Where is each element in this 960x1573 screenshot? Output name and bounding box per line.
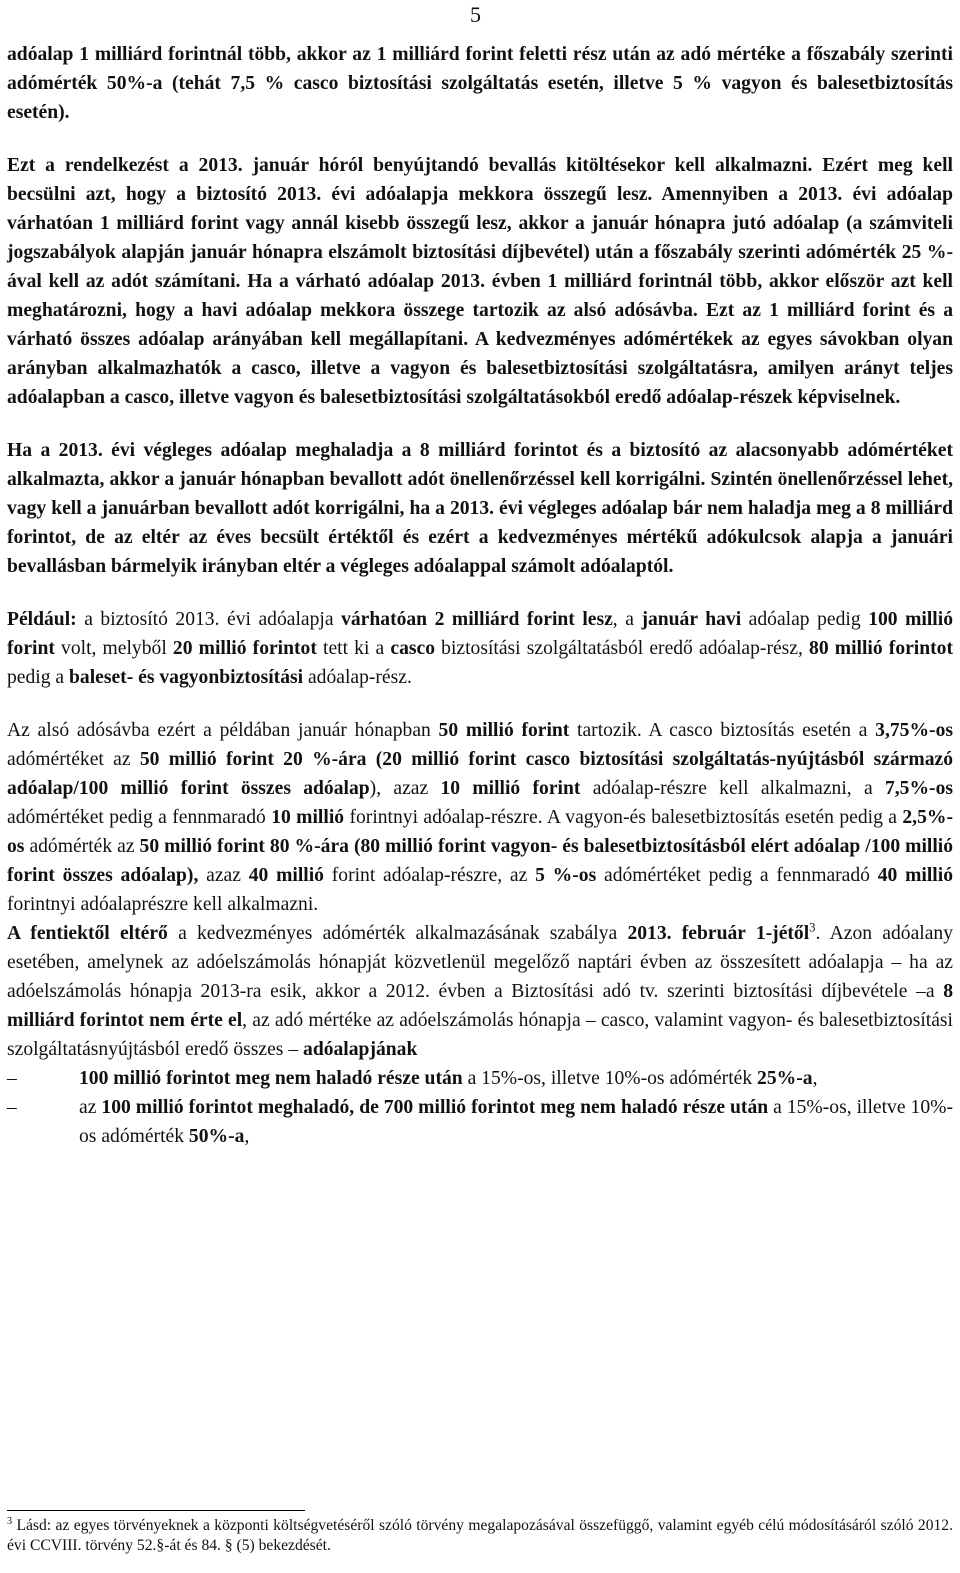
bold-run: várhatóan 2 milliárd forint lesz — [341, 609, 613, 630]
bold-run: január havi — [641, 609, 742, 630]
text-run: , — [812, 1068, 818, 1089]
dash-bullet: – — [7, 1097, 17, 1118]
text-run: forintnyi adóalap-részre. A vagyon-és balesetbiztosítás esetén pedig a — [344, 807, 903, 828]
page-number: 5 — [470, 2, 481, 27]
footnote-number: 3 — [7, 1515, 13, 1527]
footnote-separator — [7, 1510, 305, 1511]
footnote — [7, 1516, 953, 1556]
text-run: adóalap pedig — [741, 609, 869, 630]
example-label: Például: — [7, 609, 77, 630]
text-run: adómérték az — [24, 836, 140, 857]
paragraph-2 — [7, 151, 953, 412]
text-run: . Azon adóalany esetében, amelynek az adóelszámolás hónapját közvetlenül megelőző naptári évben az összesített adóalapja – ha az adóelszámolás hónapja 2013-ra esik, akkor a 2012. évben a Biztosítási adó tv. szerinti biztosítási díjbevétele –a — [7, 923, 953, 1002]
bold-run: 7,5%-os — [884, 778, 954, 799]
footnote-reference: 3 — [809, 920, 816, 935]
footnote-text: Lásd: az egyes törvényeknek a központi költségvetéséről szóló törvény megalapozásával összefüggő, valamint egyéb célú módosításáról szóló 2012. évi CCVIII. törvény 52.§-át és 84. § (5) bekezdését. — [7, 1517, 953, 1554]
text-run: , — [244, 1126, 250, 1147]
text-run: adómértéket pedig a fennmaradó — [596, 865, 878, 886]
list-item — [7, 1064, 953, 1093]
bold-run: adóalapjának — [303, 1039, 418, 1060]
bold-run: 5 %-os — [535, 865, 597, 886]
text-run: adóalap-rész. — [303, 667, 412, 688]
paragraph-3-text: Ha a 2013. évi végleges adóalap meghaladja a 8 milliárd forintot és a biztosító az alacsonyabb adómértéket alkalmazta, akkor a január hónapban bevallott adót önellenőrzéssel kell korrigálni. Szintén önellenőrzéssel lehet, vagy kell a januárban bevallott adót korrigálni, ha a 2013. évi végleges adóalap bár nem haladja meg a 8 milliárd forintot, de az eltér az éves becsült értéktől és ezért a kedvezményes mértékű adókulcsok alapja a januári bevallásban bármelyik irányban eltér a végleges adóalappal számolt adóalaptól. — [7, 440, 953, 577]
bold-run: 8 milliárd forintot nem érte el — [7, 981, 953, 1031]
rate-list — [7, 1064, 953, 1151]
text-run: tett ki a — [316, 638, 391, 659]
text-run: a biztosító 2013. évi adóalapja — [76, 609, 342, 630]
bold-run: 25%-a — [757, 1068, 813, 1089]
text-run: Az alsó adósávba ezért a példában január hónapban — [7, 720, 439, 741]
paragraph-1-text: adóalap 1 milliárd forintnál több, akkor az 1 milliárd forint feletti rész után az adó mértéke a főszabály szerinti adómérték 50%-a (tehát 7,5 % casco biztosítási szolgáltatás esetén, illetve 5 % vagyon és balesetbiztosítás esetén). — [7, 44, 953, 123]
text-run: adómértéket pedig a fennmaradó — [7, 807, 272, 828]
bold-run: 80 millió forintot — [809, 638, 953, 659]
text-run: adómértéket az — [7, 749, 140, 770]
text-run: , a — [612, 609, 642, 630]
bold-run: baleset- és vagyonbiztosítási — [69, 667, 304, 688]
bold-run: 40 millió — [248, 865, 324, 886]
bold-run: 10 millió — [271, 807, 345, 828]
bold-run: 50 millió forint 20 %-ára (20 millió forint casco biztosítási szolgáltatás-nyújtásból származó adóalap/100 millió forint összes adóalap — [7, 749, 954, 799]
bold-run: 2013. február 1-jétől — [627, 923, 810, 944]
bold-run: 100 millió forintot meghaladó, de 700 millió forintot meg nem haladó része után — [101, 1097, 769, 1118]
text-run: a 15%-os, illetve 10%-os adómérték — [79, 1097, 953, 1147]
text-run: volt, melyből — [54, 638, 173, 659]
text-run: a 15%-os, illetve 10%-os adómérték — [462, 1068, 758, 1089]
bold-run: 3,75%-os — [875, 720, 953, 741]
bold-run: 40 millió — [877, 865, 953, 886]
bold-run: 2,5%-os — [7, 807, 953, 857]
document-body — [7, 40, 953, 1151]
bold-run: 10 millió forint — [440, 778, 581, 799]
text-run: tartozik. A casco biztosítás esetén a — [569, 720, 876, 741]
text-run: adóalap-részre kell alkalmazni, a — [580, 778, 885, 799]
paragraph-6 — [7, 919, 953, 1064]
bold-run: 100 millió forintot meg nem haladó része után — [79, 1068, 463, 1089]
text-run: forint adóalap-részre, az — [323, 865, 536, 886]
paragraph-2-text: Ezt a rendelkezést a 2013. január hóról benyújtandó bevallás kitöltésekor kell alkalmazni. Ezért meg kell becsülni azt, hogy a biztosító 2013. évi adóalapja mekkora összegű lesz. Amennyiben a 2013. évi adóalap várhatóan 1 milliárd forint vagy annál kisebb összegű lesz, akkor a január hónapra jutó adóalap (a számviteli jogszabályok alapján január hónapra elszámolt biztosítási díjbevétel) után a főszabály szerinti adómérték 25 %-ával kell az adót számítani. Ha a várható adóalap 2013. évben 1 milliárd forintnál több, akkor először azt kell meghatározni, hogy a havi adóalap mekkora összege tartozik az alsó adósávba. Ezt az 1 milliárd forint és a várható összes adóalap arányában kell megállapítani. A kedvezményes adómértékek az egyes sávokban olyan arányban alkalmazhatók a casco, illetve a vagyon és balesetbiztosítási szolgáltatásra, amilyen arányt teljes adóalapban a casco, illetve vagyon és balesetbiztosítási szolgáltatásokból eredő adóalap-részek képviselnek. — [7, 155, 953, 408]
text-run: ), azaz — [369, 778, 441, 799]
bold-run: 50%-a — [188, 1126, 245, 1147]
text-run: azaz — [198, 865, 249, 886]
paragraph-3 — [7, 436, 953, 581]
text-run: a kedvezményes adómérték alkalmazásának szabálya — [167, 923, 628, 944]
text-run: forintnyi adóalaprészre kell alkalmazni. — [7, 894, 319, 915]
text-run: , az adó mértéke az adóelszámolás hónapja – casco, valamint vagyon- és balesetbiztosítási szolgáltatásnyújtásból eredő összes – — [7, 1010, 953, 1060]
text-run: biztosítási szolgáltatásból eredő adóalap-rész, — [435, 638, 810, 659]
paragraph-example — [7, 605, 953, 692]
text-run: pedig a — [7, 667, 70, 688]
list-item — [7, 1093, 953, 1151]
bold-run: casco — [390, 638, 436, 659]
dash-bullet: – — [7, 1068, 17, 1089]
bold-run: A fentiektől eltérő — [7, 923, 168, 944]
bold-run: 50 millió forint — [438, 720, 570, 741]
paragraph-1 — [7, 40, 953, 127]
paragraph-5 — [7, 716, 953, 919]
bold-run: 50 millió forint 80 %-ára (80 millió forint vagyon- és balesetbiztosításból elért adóalap /100 millió forint összes adóalap), — [7, 836, 954, 886]
text-run: az — [79, 1097, 102, 1118]
bold-run: 100 millió forint — [7, 609, 953, 659]
bold-run: 20 millió forintot — [172, 638, 317, 659]
